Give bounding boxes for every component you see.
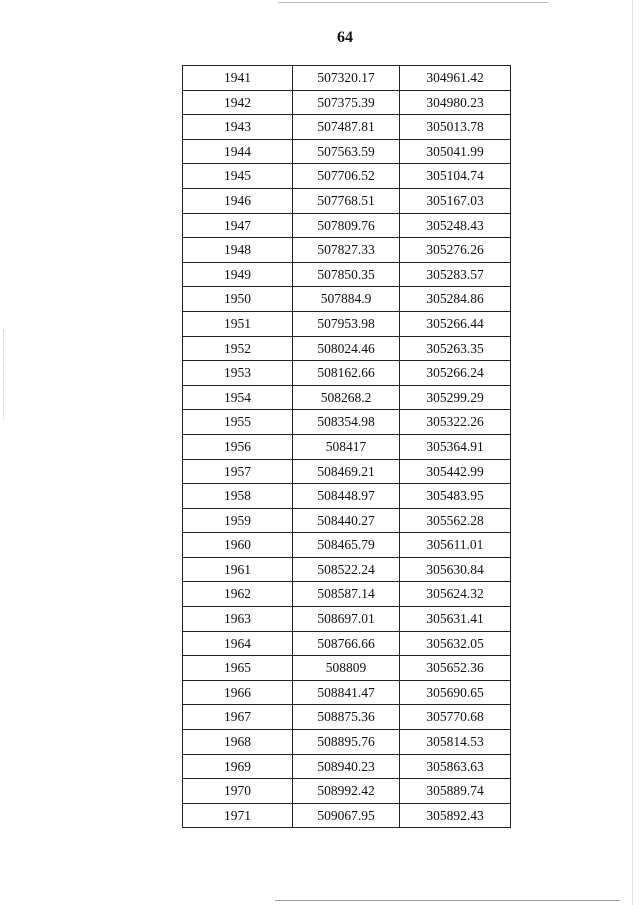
bottom-rule — [275, 900, 620, 901]
value-a-cell: 508697.01 — [293, 607, 400, 632]
table-row — [183, 754, 511, 779]
year-cell: 1949 — [183, 262, 293, 287]
value-b-cell: 305892.43 — [400, 803, 511, 828]
year-cell: 1960 — [183, 533, 293, 558]
top-rule — [278, 2, 548, 3]
value-b-cell: 305624.32 — [400, 582, 511, 607]
year-cell: 1953 — [183, 361, 293, 386]
value-b-cell: 305104.74 — [400, 164, 511, 189]
value-b-cell: 305276.26 — [400, 238, 511, 263]
value-a-cell: 507487.81 — [293, 115, 400, 140]
table-row — [183, 164, 511, 189]
year-cell: 1964 — [183, 631, 293, 656]
table-row — [183, 115, 511, 140]
year-cell: 1952 — [183, 336, 293, 361]
value-b-cell: 305364.91 — [400, 434, 511, 459]
page-number: 64 — [337, 29, 353, 46]
value-a-cell: 507809.76 — [293, 213, 400, 238]
year-cell: 1944 — [183, 139, 293, 164]
year-cell: 1942 — [183, 90, 293, 115]
value-a-cell: 509067.95 — [293, 803, 400, 828]
value-b-cell: 305248.43 — [400, 213, 511, 238]
value-a-cell: 508354.98 — [293, 410, 400, 435]
table-row — [183, 287, 511, 312]
year-cell: 1967 — [183, 705, 293, 730]
table-row — [183, 90, 511, 115]
value-a-cell: 508522.24 — [293, 557, 400, 582]
value-b-cell: 305266.44 — [400, 311, 511, 336]
value-b-cell: 305013.78 — [400, 115, 511, 140]
table-row — [183, 336, 511, 361]
year-cell: 1965 — [183, 656, 293, 681]
year-cell: 1969 — [183, 754, 293, 779]
value-a-cell: 508465.79 — [293, 533, 400, 558]
table-row — [183, 607, 511, 632]
value-a-cell: 508766.66 — [293, 631, 400, 656]
value-a-cell: 508440.27 — [293, 508, 400, 533]
scan-edge-line — [632, 0, 633, 905]
year-cell: 1956 — [183, 434, 293, 459]
value-b-cell: 305299.29 — [400, 385, 511, 410]
table-row — [183, 139, 511, 164]
value-b-cell: 305631.41 — [400, 607, 511, 632]
value-b-cell: 305863.63 — [400, 754, 511, 779]
value-b-cell: 304961.42 — [400, 66, 511, 91]
year-cell: 1970 — [183, 779, 293, 804]
value-a-cell: 507850.35 — [293, 262, 400, 287]
value-a-cell: 508469.21 — [293, 459, 400, 484]
year-cell: 1946 — [183, 188, 293, 213]
value-a-cell: 508940.23 — [293, 754, 400, 779]
year-cell: 1950 — [183, 287, 293, 312]
year-cell: 1955 — [183, 410, 293, 435]
table-row — [183, 680, 511, 705]
table-row — [183, 66, 511, 91]
value-a-cell: 507375.39 — [293, 90, 400, 115]
year-cell: 1941 — [183, 66, 293, 91]
value-b-cell: 305263.35 — [400, 336, 511, 361]
table-row — [183, 533, 511, 558]
table-row — [183, 557, 511, 582]
table-row — [183, 262, 511, 287]
table-row — [183, 385, 511, 410]
table-row — [183, 631, 511, 656]
value-b-cell: 304980.23 — [400, 90, 511, 115]
table-row — [183, 213, 511, 238]
value-b-cell: 305652.36 — [400, 656, 511, 681]
value-a-cell: 508875.36 — [293, 705, 400, 730]
value-a-cell: 507884.9 — [293, 287, 400, 312]
year-cell: 1943 — [183, 115, 293, 140]
table-row — [183, 311, 511, 336]
table-row — [183, 188, 511, 213]
table-row — [183, 238, 511, 263]
year-cell: 1947 — [183, 213, 293, 238]
value-a-cell: 507320.17 — [293, 66, 400, 91]
value-b-cell: 305690.65 — [400, 680, 511, 705]
value-b-cell: 305611.01 — [400, 533, 511, 558]
year-cell: 1948 — [183, 238, 293, 263]
year-cell: 1963 — [183, 607, 293, 632]
value-a-cell: 508895.76 — [293, 730, 400, 755]
value-a-cell: 508809 — [293, 656, 400, 681]
table-row — [183, 705, 511, 730]
value-b-cell: 305630.84 — [400, 557, 511, 582]
value-b-cell: 305322.26 — [400, 410, 511, 435]
value-b-cell: 305167.03 — [400, 188, 511, 213]
table-body — [183, 66, 511, 828]
table-row — [183, 459, 511, 484]
table-row — [183, 730, 511, 755]
value-b-cell: 305442.99 — [400, 459, 511, 484]
value-b-cell: 305562.28 — [400, 508, 511, 533]
table-row — [183, 582, 511, 607]
year-cell: 1958 — [183, 484, 293, 509]
year-cell: 1962 — [183, 582, 293, 607]
year-cell: 1959 — [183, 508, 293, 533]
year-cell: 1957 — [183, 459, 293, 484]
value-a-cell: 508448.97 — [293, 484, 400, 509]
value-a-cell: 507768.51 — [293, 188, 400, 213]
value-b-cell: 305283.57 — [400, 262, 511, 287]
year-cell: 1951 — [183, 311, 293, 336]
table-row — [183, 434, 511, 459]
table-row — [183, 508, 511, 533]
value-b-cell: 305770.68 — [400, 705, 511, 730]
value-b-cell: 305483.95 — [400, 484, 511, 509]
year-cell: 1971 — [183, 803, 293, 828]
value-b-cell: 305266.24 — [400, 361, 511, 386]
value-a-cell: 508268.2 — [293, 385, 400, 410]
value-a-cell: 507706.52 — [293, 164, 400, 189]
year-cell: 1968 — [183, 730, 293, 755]
table-row — [183, 410, 511, 435]
year-cell: 1954 — [183, 385, 293, 410]
value-b-cell: 305632.05 — [400, 631, 511, 656]
value-b-cell: 305889.74 — [400, 779, 511, 804]
table-row — [183, 484, 511, 509]
value-b-cell: 305284.86 — [400, 287, 511, 312]
value-a-cell: 507563.59 — [293, 139, 400, 164]
table-row — [183, 803, 511, 828]
table-row — [183, 361, 511, 386]
value-a-cell: 507827.33 — [293, 238, 400, 263]
value-b-cell: 305041.99 — [400, 139, 511, 164]
value-a-cell: 508587.14 — [293, 582, 400, 607]
scan-edge-mark — [3, 330, 4, 420]
table-row — [183, 779, 511, 804]
data-table — [182, 65, 511, 828]
value-b-cell: 305814.53 — [400, 730, 511, 755]
value-a-cell: 508417 — [293, 434, 400, 459]
year-cell: 1945 — [183, 164, 293, 189]
value-a-cell: 508024.46 — [293, 336, 400, 361]
table-row — [183, 656, 511, 681]
year-cell: 1961 — [183, 557, 293, 582]
value-a-cell: 507953.98 — [293, 311, 400, 336]
value-a-cell: 508162.66 — [293, 361, 400, 386]
value-a-cell: 508841.47 — [293, 680, 400, 705]
year-cell: 1966 — [183, 680, 293, 705]
value-a-cell: 508992.42 — [293, 779, 400, 804]
